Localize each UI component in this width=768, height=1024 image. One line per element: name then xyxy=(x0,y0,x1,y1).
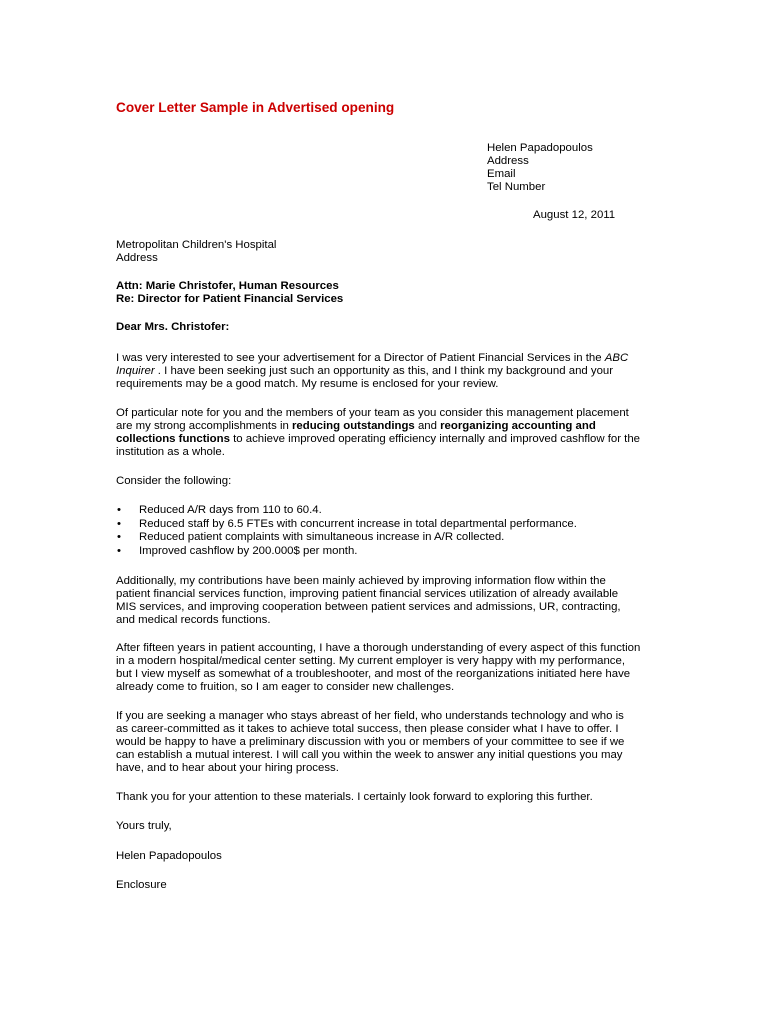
p1-text: . I have been seeking just such an opportunity as this, and I think my background and your xyxy=(154,365,614,377)
p2-text: are my strong accomplishments in xyxy=(116,420,292,432)
attn-line: Attn: Marie Christofer, Human Resources xyxy=(116,280,339,292)
list-item xyxy=(116,531,656,545)
sender-block xyxy=(487,142,593,194)
p4-line-3: but I view myself as somewhat of a troubleshooter, and most of the reorganizations initiated here have xyxy=(116,668,631,680)
list-item xyxy=(116,504,656,518)
salutation: Dear Mrs. Christofer: xyxy=(116,321,230,333)
p1-text: I was very interested to see your advertisement for a Director of Patient Financial Services in the xyxy=(116,352,605,364)
paragraph-2 xyxy=(116,407,656,459)
list-item-text: Reduced A/R days from 110 to 60.4. xyxy=(139,504,322,516)
closing: Yours truly, xyxy=(116,820,172,832)
paragraph-4 xyxy=(116,642,656,694)
p5-line-4: can establish a mutual interest. I will call you within the week to answer any initial questions you may xyxy=(116,749,623,761)
bullet-icon: • xyxy=(117,504,121,516)
re-line: Re: Director for Patient Financial Services xyxy=(116,293,344,305)
recipient-address: Address xyxy=(116,252,158,264)
sender-address: Address xyxy=(487,155,529,167)
sender-name: Helen Papadopoulos xyxy=(487,142,593,154)
p5-line-1: If you are seeking a manager who stays abreast of her field, who understands technology and who is xyxy=(116,710,624,722)
sender-tel: Tel Number xyxy=(487,181,546,193)
p1-italic-inquirer: Inquirer xyxy=(116,365,155,377)
p2-text: to achieve improved operating efficiency internally and improved cashflow for the xyxy=(229,433,640,445)
p2-bold-reorganizing: reorganizing accounting and xyxy=(440,420,596,432)
p2-bold-collections: collections functions xyxy=(116,433,230,445)
p1-line-1 xyxy=(116,352,656,365)
p4-line-1: After fifteen years in patient accounting, I have a thorough understanding of every aspect of this function xyxy=(116,642,641,654)
p1-italic-abc: ABC xyxy=(604,352,629,364)
signature: Helen Papadopoulos xyxy=(116,850,222,862)
consider-line: Consider the following: xyxy=(116,475,232,487)
paragraph-1 xyxy=(116,352,656,391)
p2-bold-reducing: reducing outstandings xyxy=(292,420,415,432)
list-item xyxy=(116,518,656,532)
paragraph-5 xyxy=(116,710,656,775)
p5-line-2: as career-committed as it takes to achieve total success, then please consider what I have to offer. I xyxy=(116,723,619,735)
p3-line-1: Additionally, my contributions have been mainly achieved by improving information flow within the xyxy=(116,575,606,587)
list-item xyxy=(116,545,656,559)
recipient-org: Metropolitan Children's Hospital xyxy=(116,239,277,251)
accomplishment-list xyxy=(116,504,656,558)
p3-line-4: and medical records functions. xyxy=(116,614,271,626)
recipient-block xyxy=(116,239,656,265)
document-title: Cover Letter Sample in Advertised opening xyxy=(116,100,395,115)
bullet-list xyxy=(116,504,656,558)
p4-line-2: in a modern hospital/medical center setting. My current employer is very happy with my performance, xyxy=(116,655,625,667)
p2-line-1: Of particular note for you and the members of your team as you consider this management placement xyxy=(116,407,629,419)
list-item-text: Improved cashflow by 200.000$ per month. xyxy=(139,544,358,557)
p4-line-4: already come to fruition, so I am eager to consider new challenges. xyxy=(116,681,455,693)
p2-line-4: institution as a whole. xyxy=(116,446,225,458)
list-item-text: Reduced staff by 6.5 FTEs with concurrent increase in total departmental performance. xyxy=(139,517,577,530)
subject-block xyxy=(116,280,656,306)
bullet-icon: • xyxy=(117,517,121,530)
enclosure: Enclosure xyxy=(116,879,167,891)
paragraph-6: Thank you for your attention to these materials. I certainly look forward to exploring this further. xyxy=(116,791,593,803)
p2-line-2 xyxy=(116,420,656,433)
p3-line-2: patient financial services function, improving patient financial services utilization of already available xyxy=(116,588,619,600)
bullet-icon: • xyxy=(117,531,121,544)
p2-line-3 xyxy=(116,433,656,446)
bullet-icon: • xyxy=(117,544,121,557)
p1-line-3: requirements may be a good match. My resume is enclosed for your review. xyxy=(116,378,499,390)
p2-text: and xyxy=(414,420,441,432)
p5-line-3: would be happy to have a preliminary discussion with you or members of your committee to see if we xyxy=(116,736,625,748)
sender-email: Email xyxy=(487,168,516,180)
letter-date: August 12, 2011 xyxy=(533,209,616,221)
list-item-text: Reduced patient complaints with simultaneous increase in A/R collected. xyxy=(139,531,505,544)
p1-line-2 xyxy=(116,365,656,378)
p3-line-3: MIS services, and improving cooperation between patient services and admissions, UR, contracting, xyxy=(116,601,621,613)
p5-line-5: have, and to hear about your hiring process. xyxy=(116,762,339,774)
paragraph-3 xyxy=(116,575,656,627)
